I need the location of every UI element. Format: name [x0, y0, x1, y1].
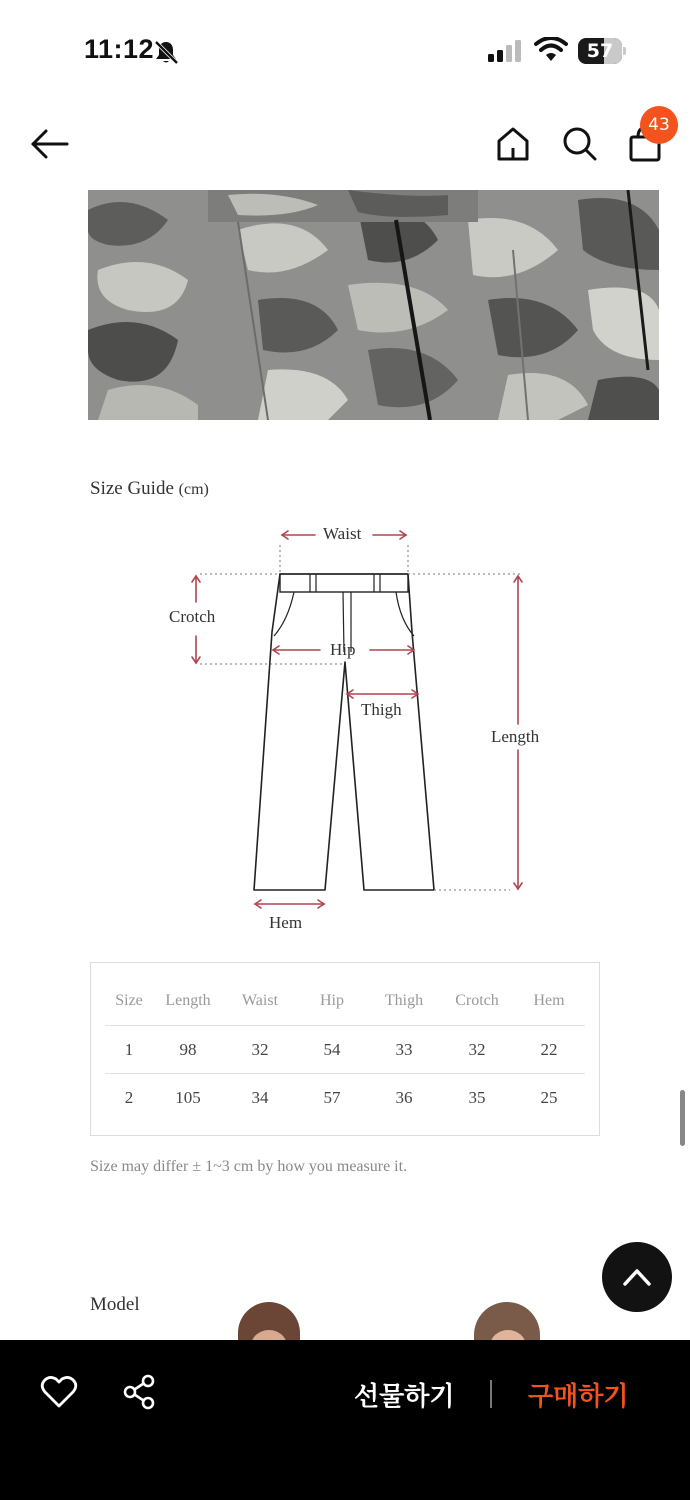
table-cell: 35: [468, 1087, 486, 1107]
table-cell: 1: [124, 1039, 134, 1059]
column-header: Crotch: [455, 992, 499, 1009]
cellular-signal-icon: [488, 40, 524, 62]
top-navigation: [0, 100, 690, 190]
home-icon[interactable]: [494, 124, 532, 164]
column-header: Size: [115, 992, 143, 1009]
table-cell: 34: [251, 1087, 269, 1107]
table-cell: 22: [540, 1039, 558, 1059]
column-header: Hem: [533, 992, 565, 1009]
label-hip: Hip: [330, 640, 356, 659]
column-header: Hip: [320, 992, 344, 1009]
size-guide-title-text: Size Guide: [90, 478, 174, 499]
status-bar: [0, 0, 690, 100]
search-icon[interactable]: [560, 124, 598, 164]
scroll-to-top-button[interactable]: [602, 1242, 672, 1312]
label-hem: Hem: [269, 913, 303, 932]
column-header: Length: [165, 992, 211, 1009]
size-guide-diagram: [160, 520, 560, 940]
bell-off-icon: [152, 38, 180, 66]
size-guide-unit: (cm): [178, 481, 209, 498]
table-cell: 54: [323, 1039, 341, 1059]
size-table-header: [105, 977, 585, 1025]
table-cell: 32: [251, 1039, 269, 1059]
heart-icon[interactable]: [40, 1374, 78, 1410]
battery-level: 57: [586, 40, 614, 62]
status-time: 11:12: [84, 34, 155, 64]
share-icon[interactable]: [122, 1374, 158, 1410]
bottom-action-bar: [0, 1340, 690, 1500]
table-cell: 2: [124, 1087, 134, 1107]
wifi-icon: [534, 37, 568, 63]
column-header: Waist: [241, 992, 279, 1009]
model-section-title: Model: [90, 1294, 140, 1315]
size-table: [90, 962, 600, 1136]
size-guide-title: [90, 478, 209, 500]
buy-button[interactable]: 구매하기: [528, 1382, 629, 1412]
table-cell: 32: [468, 1039, 486, 1059]
label-length: Length: [491, 727, 540, 746]
column-header: Thigh: [384, 992, 424, 1009]
cart-count-badge: 43: [640, 106, 678, 144]
label-thigh: Thigh: [361, 700, 402, 719]
battery-indicator: [578, 38, 626, 64]
table-cell: 57: [323, 1087, 341, 1107]
scrollbar-thumb[interactable]: [680, 1090, 685, 1146]
size-disclaimer: Size may differ ± 1~3 cm by how you measure it.: [90, 1158, 408, 1175]
gift-button[interactable]: 선물하기: [354, 1382, 455, 1412]
table-row: [105, 1025, 585, 1073]
label-crotch: Crotch: [169, 607, 216, 626]
table-cell: 98: [179, 1039, 197, 1059]
bar-divider: [490, 1380, 492, 1408]
back-arrow-icon[interactable]: [28, 124, 72, 164]
table-cell: 36: [395, 1087, 413, 1107]
label-waist: Waist: [323, 524, 362, 543]
chevron-up-icon: [602, 1242, 672, 1312]
table-row: [105, 1073, 585, 1121]
product-image-camo-pants: [88, 190, 659, 420]
table-cell: 25: [540, 1087, 558, 1107]
table-cell: 105: [175, 1087, 201, 1107]
table-cell: 33: [395, 1039, 413, 1059]
